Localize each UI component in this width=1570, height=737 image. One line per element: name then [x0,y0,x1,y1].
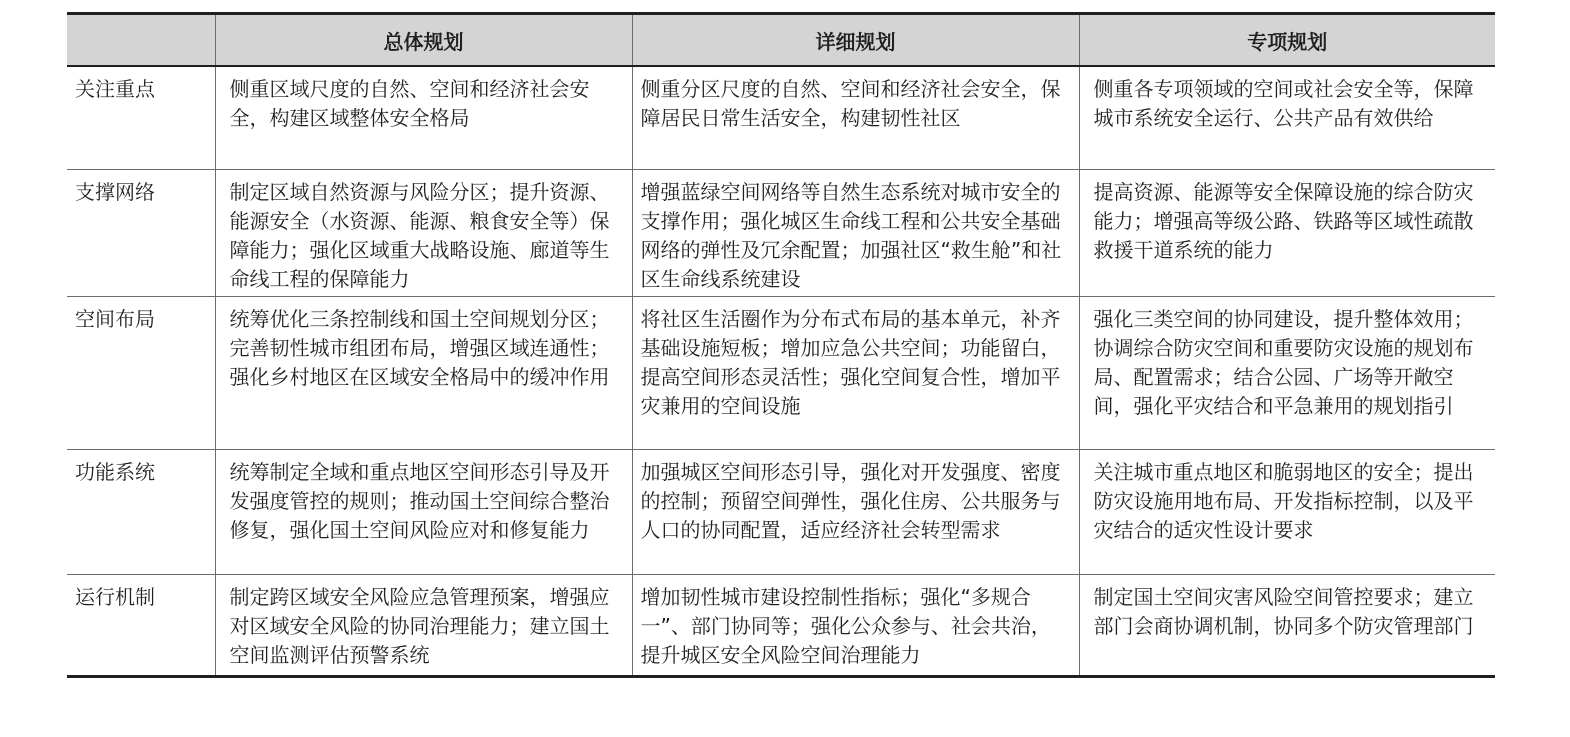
cell-special: 制定国土空间灾害风险空间管控要求；建立部门会商协调机制，协同多个防灾管理部门 [1079,575,1495,677]
table-row [67,575,1495,677]
cell-detail: 增强蓝绿空间网络等自然生态系统对城市安全的支撑作用；强化城区生命线工程和公共安全基础网络的弹性及冗余配置；加强社区“救生舱”和社区生命线系统建设 [632,170,1079,297]
cell-special: 强化三类空间的协同建设，提升整体效用；协调综合防灾空间和重要防灾设施的规划布局、配置需求；结合公园、广场等开敞空间，强化平灾结合和平急兼用的规划指引 [1079,297,1495,450]
table-row [67,450,1495,575]
cell-detail: 加强城区空间形态引导，强化对开发强度、密度的控制；预留空间弹性，强化住房、公共服务与人口的协同配置，适应经济社会转型需求 [632,450,1079,575]
planning-comparison-table [67,12,1495,678]
header-overall-planning: 总体规划 [215,14,632,67]
row-label-spatial-layout: 空间布局 [67,297,215,450]
header-corner-cell [67,14,215,67]
row-label-function-system: 功能系统 [67,450,215,575]
table-header-row [67,14,1495,67]
cell-detail: 侧重分区尺度的自然、空间和经济社会安全，保障居民日常生活安全，构建韧性社区 [632,66,1079,170]
cell-detail: 将社区生活圈作为分布式布局的基本单元，补齐基础设施短板；增加应急公共空间；功能留白，提高空间形态灵活性；强化空间复合性，增加平灾兼用的空间设施 [632,297,1079,450]
cell-overall: 制定区域自然资源与风险分区；提升资源、能源安全（水资源、能源、粮食安全等）保障能力；强化区域重大战略设施、廊道等生命线工程的保障能力 [215,170,632,297]
cell-special: 提高资源、能源等安全保障设施的综合防灾能力；增强高等级公路、铁路等区域性疏散救援干道系统的能力 [1079,170,1495,297]
cell-special: 侧重各专项领域的空间或社会安全等，保障城市系统安全运行、公共产品有效供给 [1079,66,1495,170]
row-label-support-network: 支撑网络 [67,170,215,297]
row-label-operation-mechanism: 运行机制 [67,575,215,677]
cell-detail: 增加韧性城市建设控制性指标；强化“多规合一”、部门协同等；强化公众参与、社会共治，提升城区安全风险空间治理能力 [632,575,1079,677]
table-row [67,297,1495,450]
header-detailed-planning: 详细规划 [632,14,1079,67]
cell-overall: 统筹优化三条控制线和国土空间规划分区；完善韧性城市组团布局，增强区域连通性；强化乡村地区在区域安全格局中的缓冲作用 [215,297,632,450]
cell-overall: 统筹制定全域和重点地区空间形态引导及开发强度管控的规则；推动国土空间综合整治修复，强化国土空间风险应对和修复能力 [215,450,632,575]
planning-comparison-table-wrapper [67,12,1495,678]
row-label-focus: 关注重点 [75,77,155,101]
cell-overall: 侧重区域尺度的自然、空间和经济社会安全，构建区域整体安全格局 [215,66,632,170]
table-row [67,170,1495,297]
table-row [67,66,1495,170]
cell-special: 关注城市重点地区和脆弱地区的安全；提出防灾设施用地布局、开发指标控制，以及平灾结合的适灾性设计要求 [1079,450,1495,575]
header-special-planning: 专项规划 [1079,14,1495,67]
cell-overall: 制定跨区域安全风险应急管理预案，增强应对区域安全风险的协同治理能力；建立国土空间监测评估预警系统 [215,575,632,677]
